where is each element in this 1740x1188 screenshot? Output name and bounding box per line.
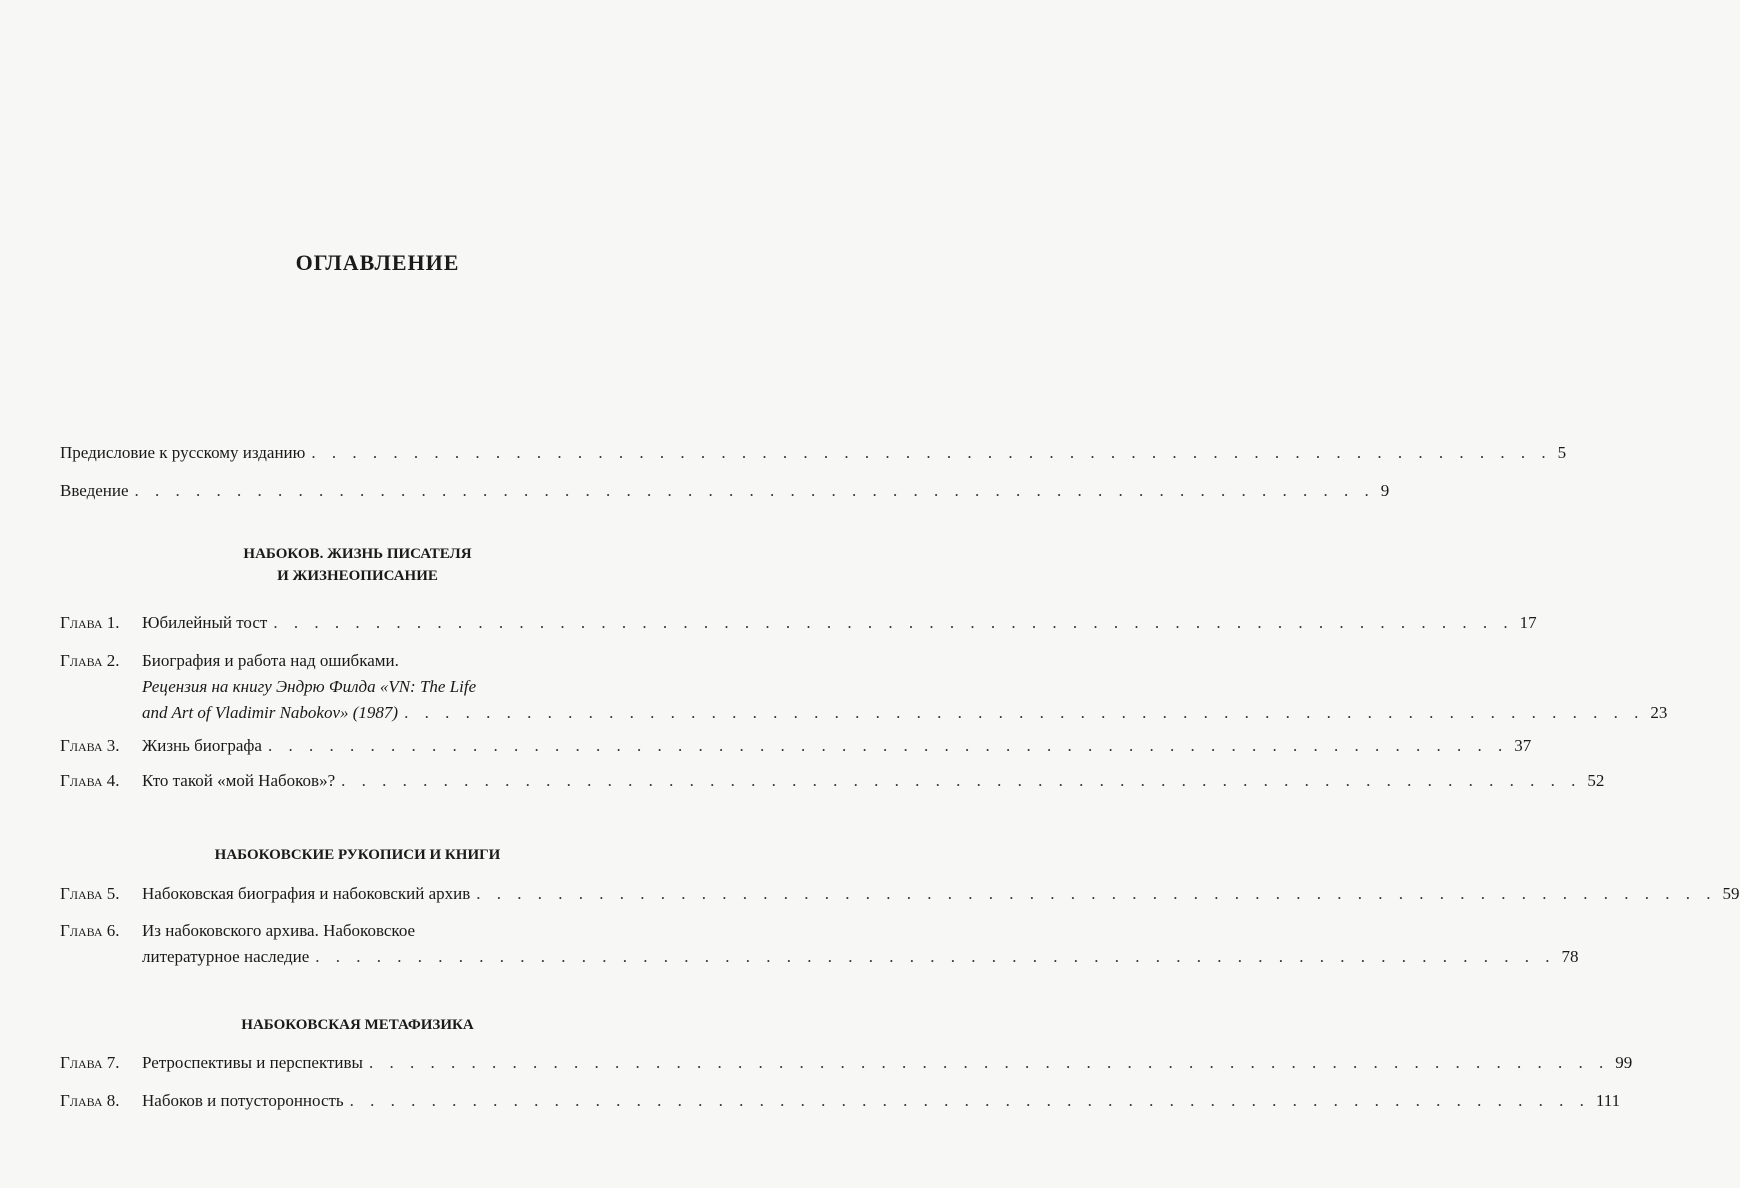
section-heading-line: НАБОКОВ. ЖИЗНЬ ПИСАТЕЛЯ	[243, 546, 472, 562]
toc-entry-chapter-3[interactable]	[60, 733, 1532, 759]
toc-entry-chapter-5[interactable]	[60, 881, 1740, 907]
chapter-label: Глава 3.	[60, 736, 120, 755]
toc-entry-chapter-6[interactable]	[60, 918, 1579, 970]
section-heading-2	[60, 844, 655, 866]
dot-leader: . . . . . . . . . . . . . . . . . . . . . . . . . . . . . . . . . . . . . . . . . . . . . . . . . . . . . . . . . . . . .	[267, 736, 1509, 755]
chapter-label: Глава 7.	[60, 1053, 120, 1072]
toc-entry-chapter-2[interactable]	[60, 648, 1668, 726]
page-number: 9	[1380, 481, 1390, 500]
chapter-label: Глава 8.	[60, 1091, 120, 1110]
entry-text: Биография и работа над ошибками.	[142, 651, 399, 670]
entry-text: Набоков и потусторонность	[142, 1091, 344, 1110]
entry-subtitle: Рецензия на книгу Эндрю Филда «VN: The Life	[142, 677, 477, 696]
entry-text: Ретроспективы и перспективы	[142, 1053, 363, 1072]
page-number: 17	[1519, 613, 1537, 632]
page-number: 99	[1615, 1053, 1633, 1072]
toc-entry-chapter-7[interactable]	[60, 1050, 1633, 1076]
section-heading-line: И ЖИЗНЕОПИСАНИЕ	[277, 568, 438, 584]
page-number: 59	[1722, 884, 1740, 903]
dot-leader: . . . . . . . . . . . . . . . . . . . . . . . . . . . . . . . . . . . . . . . . . . . . . . . . . . . . . . . . . . . . .	[311, 443, 1552, 462]
page-number: 37	[1514, 736, 1532, 755]
dot-leader: . . . . . . . . . . . . . . . . . . . . . . . . . . . . . . . . . . . . . . . . . . . . . . . . . . . . . . . . . . . . .	[315, 947, 1556, 966]
chapter-label: Глава 2.	[60, 651, 120, 670]
dot-leader: . . . . . . . . . . . . . . . . . . . . . . . . . . . . . . . . . . . . . . . . . . . . . . . . . . . . . . . . . . . . .	[349, 1091, 1590, 1110]
toc-entry-introduction[interactable]	[60, 478, 1390, 504]
page-title: ОГЛАВЛЕНИЕ	[295, 250, 460, 275]
page-number: 5	[1557, 443, 1567, 462]
section-heading-1	[60, 543, 655, 587]
entry-subtitle: and Art of Vladimir Nabokov» (1987)	[142, 703, 399, 722]
page-number: 111	[1595, 1091, 1621, 1110]
entry-text: Введение	[60, 481, 129, 500]
section-heading-line: НАБОКОВСКАЯ МЕТАФИЗИКА	[241, 1017, 474, 1033]
entry-text: Из набоковского архива. Набоковское	[142, 921, 416, 940]
chapter-label: Глава 4.	[60, 771, 120, 790]
section-heading-line: НАБОКОВСКИЕ РУКОПИСИ И КНИГИ	[214, 847, 501, 863]
entry-text: Предисловие к русскому изданию	[60, 443, 306, 462]
toc-entry-preface[interactable]	[60, 440, 1567, 466]
page-number: 78	[1561, 947, 1579, 966]
dot-leader: . . . . . . . . . . . . . . . . . . . . . . . . . . . . . . . . . . . . . . . . . . . . . . . . . . . . . . . . . . . . .	[134, 481, 1375, 500]
entry-text: Юбилейный тост	[142, 613, 268, 632]
dot-leader: . . . . . . . . . . . . . . . . . . . . . . . . . . . . . . . . . . . . . . . . . . . . . . . . . . . . . . . . . . . . .	[341, 771, 1582, 790]
chapter-label: Глава 5.	[60, 884, 120, 903]
section-heading-3	[60, 1014, 655, 1036]
dot-leader: . . . . . . . . . . . . . . . . . . . . . . . . . . . . . . . . . . . . . . . . . . . . . . . . . . . . . . . . . . . . .	[476, 884, 1717, 903]
entry-text: Кто такой «мой Набоков»?	[142, 771, 336, 790]
entry-text: Набоковская биография и набоковский архив	[142, 884, 471, 903]
dot-leader: . . . . . . . . . . . . . . . . . . . . . . . . . . . . . . . . . . . . . . . . . . . . . . . . . . . . . . . . . . . . .	[404, 703, 1645, 722]
entry-text: Жизнь биографа	[142, 736, 262, 755]
toc-entry-chapter-8[interactable]	[60, 1088, 1621, 1114]
page-number: 23	[1650, 703, 1668, 722]
dot-leader: . . . . . . . . . . . . . . . . . . . . . . . . . . . . . . . . . . . . . . . . . . . . . . . . . . . . . . . . . . . . .	[273, 613, 1514, 632]
dot-leader: . . . . . . . . . . . . . . . . . . . . . . . . . . . . . . . . . . . . . . . . . . . . . . . . . . . . . . . . . . . . .	[368, 1053, 1610, 1072]
entry-text-continued: литературное наследие	[142, 947, 310, 966]
toc-entry-chapter-1[interactable]	[60, 610, 1537, 636]
chapter-label: Глава 6.	[60, 921, 120, 940]
page-number: 52	[1587, 771, 1605, 790]
chapter-label: Глава 1.	[60, 613, 120, 632]
toc-entry-chapter-4[interactable]	[60, 768, 1605, 794]
